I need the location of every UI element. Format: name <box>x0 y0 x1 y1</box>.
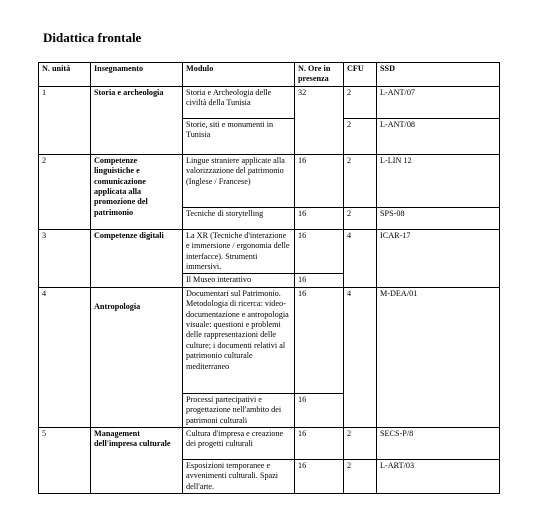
header-unit: N. unità <box>39 63 91 87</box>
module-cfu: 2 <box>344 207 377 229</box>
table-header-row <box>39 63 500 87</box>
module-name: Lingue straniere applicate alla valorizzazione del patrimonio (Inglese / Francese) <box>183 154 295 207</box>
module-cfu: 4 <box>344 229 377 287</box>
module-ssd: L-ANT/07 <box>377 86 500 118</box>
header-cfu: CFU <box>344 63 377 87</box>
module-name: Il Museo interattivo <box>183 274 295 287</box>
module-cfu: 2 <box>344 460 377 494</box>
module-hours: 16 <box>295 428 344 460</box>
module-name: Storia e Archeologia delle civiltà della Tunisia <box>183 86 295 118</box>
module-cfu: 2 <box>344 154 377 207</box>
module-ssd: M-DEA/01 <box>377 287 500 427</box>
table-row <box>39 154 500 207</box>
module-hours: 32 <box>295 86 344 154</box>
module-name: Processi partecipativi e progettazione nell'ambito dei patrimoni culturali <box>183 393 295 427</box>
unit-number: 1 <box>39 86 91 154</box>
header-hours: N. Ore in presenza <box>295 63 344 87</box>
module-hours: 16 <box>295 274 344 287</box>
course-name: Management dell'impresa culturale <box>91 428 183 494</box>
module-hours: 16 <box>295 460 344 494</box>
module-ssd: L-ANT/08 <box>377 118 500 154</box>
table-row <box>39 86 500 118</box>
course-name: Antropologia <box>91 287 183 427</box>
table-row <box>39 428 500 460</box>
module-hours: 16 <box>295 393 344 427</box>
module-name: Cultura d'impresa e creazione dei progetti culturali <box>183 428 295 460</box>
module-ssd: SECS-P/8 <box>377 428 500 460</box>
module-cfu: 2 <box>344 118 377 154</box>
module-name: Documentari sul Patrimonio. Metodologia di ricerca: video-documentazione e antropologia visuale: questioni e problemi delle rappresentazioni delle culture; i documenti relativi al patrimonio culturale mediterraneo <box>183 287 295 393</box>
unit-number: 5 <box>39 428 91 494</box>
table-row <box>39 229 500 274</box>
unit-number: 4 <box>39 287 91 427</box>
module-hours: 16 <box>295 287 344 393</box>
module-ssd: SPS-08 <box>377 207 500 229</box>
page-title: Didattica frontale <box>43 30 142 45</box>
course-name: Storia e archeologia <box>91 86 183 154</box>
unit-number: 3 <box>39 229 91 287</box>
module-hours: 16 <box>295 229 344 274</box>
module-ssd: L-LIN 12 <box>377 154 500 207</box>
module-cfu: 2 <box>344 428 377 460</box>
header-course: Insegnamento <box>91 63 183 87</box>
course-name: Competenze digitali <box>91 229 183 287</box>
unit-number: 2 <box>39 154 91 229</box>
module-hours: 16 <box>295 207 344 229</box>
module-name: La XR (Tecniche d'interazione e immersione / ergonomia delle interfacce). Strumenti immersivi. <box>183 229 295 274</box>
module-cfu: 2 <box>344 86 377 118</box>
course-name: Competenze linguistiche e comunicazione applicata alla promozione del patrimonio <box>91 154 183 229</box>
module-ssd: ICAR-17 <box>377 229 500 287</box>
module-name: Esposizioni temporanee e avvenimenti culturali. Spazi dell'arte. <box>183 460 295 494</box>
didattica-table <box>38 62 500 494</box>
module-name: Tecniche di storytelling <box>183 207 295 229</box>
header-ssd: SSD <box>377 63 500 87</box>
module-cfu: 4 <box>344 287 377 427</box>
header-module: Modulo <box>183 63 295 87</box>
module-name: Storie, siti e monumenti in Tunisia <box>183 118 295 154</box>
module-ssd: L-ART/03 <box>377 460 500 494</box>
module-hours: 16 <box>295 154 344 207</box>
table-row <box>39 287 500 393</box>
